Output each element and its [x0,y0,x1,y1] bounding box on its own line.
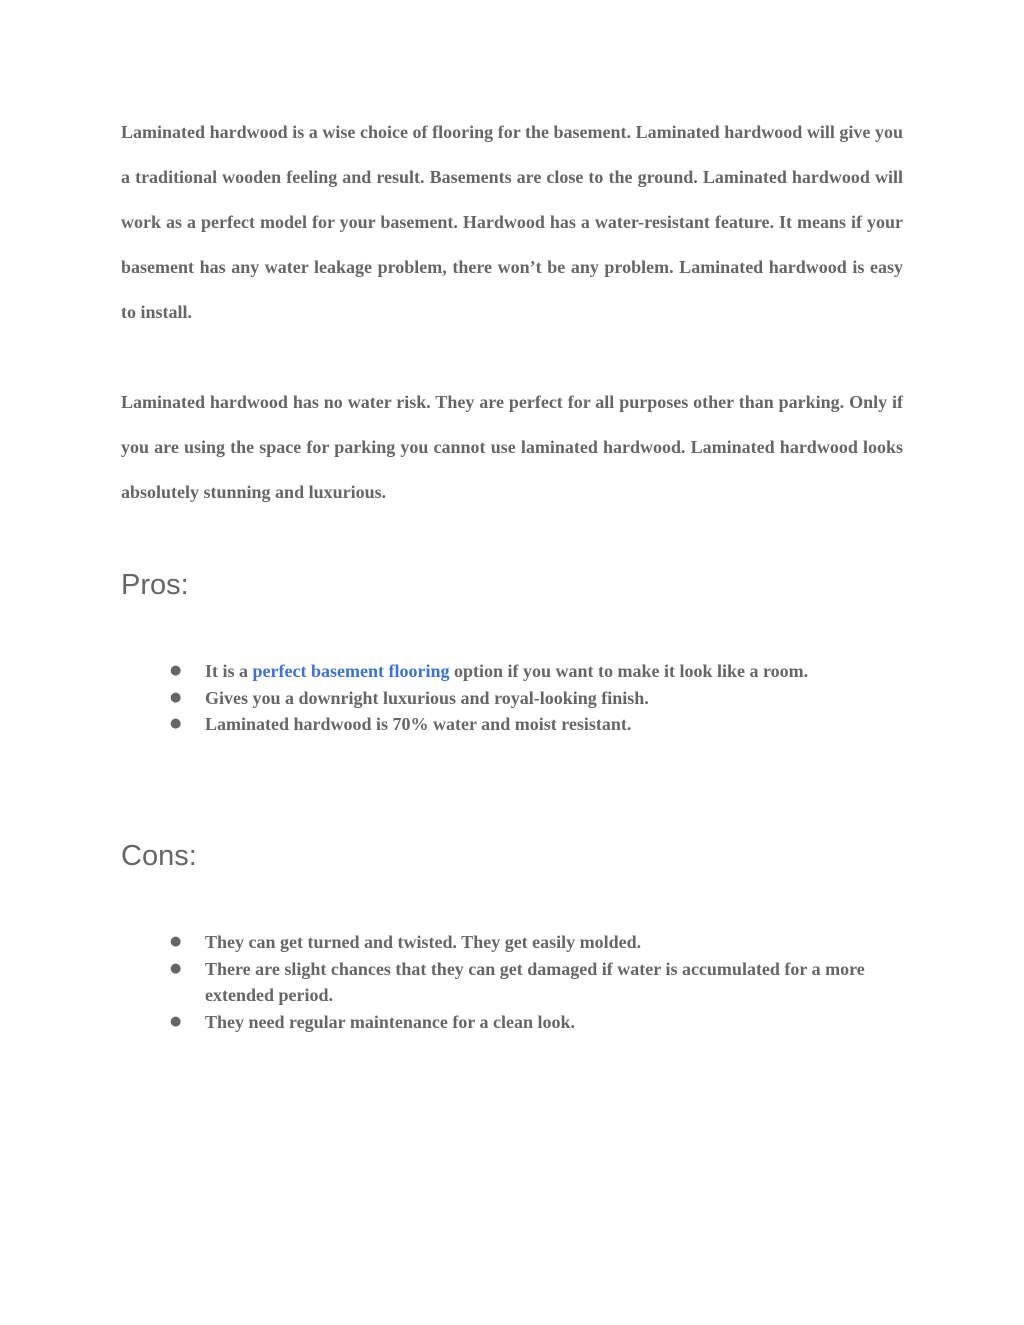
list-item [170,711,870,738]
list-item-text: There are slight chances that they can get damaged if water is accumulated for a more extended period. [205,958,865,1005]
body-paragraph: Laminated hardwood is a wise choice of flooring for the basement. Laminated hardwood will give you a traditional wooden feeling and result. Basements are close to the ground. Laminated hardwood will work as a perfect model for your basement. Hardwood has a water-resistant feature. It means if your basement has any water leakage problem, there won’t be any problem. Laminated hardwood is easy to install. [121,122,903,322]
cons-list [170,929,870,1035]
pros-list [170,658,870,738]
list-item-text: They can get turned and twisted. They get easily molded. [205,932,642,952]
list-item [170,929,870,956]
document-page [121,110,903,1032]
bullet-icon: ● [170,716,182,731]
list-item-text: It is a [205,661,253,681]
body-paragraph: Laminated hardwood has no water risk. They are perfect for all purposes other than parking. Only if you are using the space for parking you cannot use laminated hardwood. Laminated hardwood looks absolutely stunning and luxurious. [121,392,903,502]
perfect-basement-flooring-link[interactable]: perfect basement flooring [252,661,450,681]
cons-heading: Cons: [121,840,197,872]
list-item [170,685,870,712]
list-item [170,1009,870,1036]
list-item-text: Laminated hardwood is 70% water and moist resistant. [205,714,632,734]
pros-heading: Pros: [121,569,189,601]
bullet-icon: ● [170,960,182,976]
list-item-text: They need regular maintenance for a clean look. [205,1011,575,1032]
bullet-icon: ● [170,663,182,678]
bullet-icon: ● [170,934,182,949]
bullet-icon: ● [170,1013,182,1029]
list-item-text: Gives you a downright luxurious and royal-looking finish. [205,687,649,708]
list-item-text: option if you want to make it look like a room. [449,661,809,681]
list-item [170,658,870,685]
list-item [170,956,870,1009]
bullet-icon: ● [170,689,182,705]
